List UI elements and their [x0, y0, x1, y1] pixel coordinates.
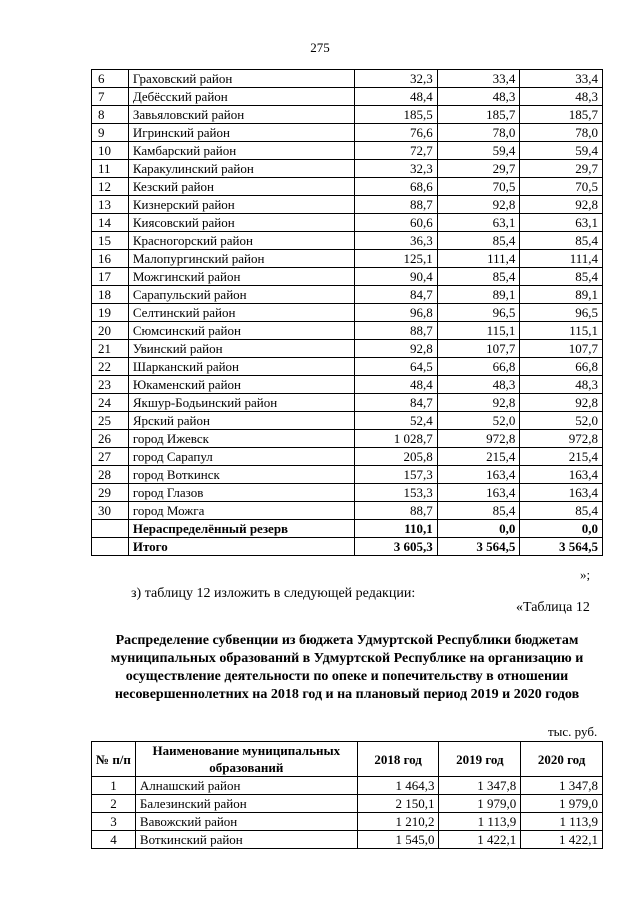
- value-2019: 92,8: [437, 394, 520, 412]
- municipality-name: Вавожский район: [135, 813, 357, 831]
- value-2018: 1 464,3: [357, 777, 439, 795]
- value-2018: 90,4: [355, 268, 438, 286]
- value-2019: 215,4: [437, 448, 520, 466]
- value-2019: 59,4: [437, 142, 520, 160]
- total-row: [92, 538, 603, 556]
- page-number: 275: [310, 40, 330, 55]
- row-number: 23: [92, 376, 129, 394]
- municipality-name: Итого: [128, 538, 354, 556]
- row-number: 9: [92, 124, 129, 142]
- value-2020: 3 564,5: [520, 538, 603, 556]
- value-2020: 66,8: [520, 358, 603, 376]
- municipality-name: Воткинский район: [135, 831, 357, 849]
- value-2018: 2 150,1: [357, 795, 439, 813]
- value-2019: 185,7: [437, 106, 520, 124]
- value-2018: 36,3: [355, 232, 438, 250]
- table-row: [92, 484, 603, 502]
- header-number: № п/п: [92, 742, 136, 777]
- table-row: [92, 412, 603, 430]
- row-number: [92, 520, 129, 538]
- value-2020: 63,1: [520, 214, 603, 232]
- table-row: [92, 214, 603, 232]
- row-number: 12: [92, 178, 129, 196]
- value-2018: 88,7: [355, 502, 438, 520]
- value-2020: 70,5: [520, 178, 603, 196]
- row-number: 11: [92, 160, 129, 178]
- value-2019: 163,4: [437, 466, 520, 484]
- row-number: [92, 538, 129, 556]
- municipality-name: Игринский район: [128, 124, 354, 142]
- row-number: 14: [92, 214, 129, 232]
- row-number: 16: [92, 250, 129, 268]
- value-2020: 85,4: [520, 268, 603, 286]
- value-2018: 88,7: [355, 196, 438, 214]
- row-number: 29: [92, 484, 129, 502]
- municipality-name: Нераспределённый резерв: [128, 520, 354, 538]
- value-2020: 1 422,1: [521, 831, 603, 849]
- value-2020: 48,3: [520, 376, 603, 394]
- municipality-name: Киясовский район: [128, 214, 354, 232]
- municipality-name: Каракулинский район: [128, 160, 354, 178]
- table-row: [92, 142, 603, 160]
- table-row: [92, 448, 603, 466]
- value-2019: 163,4: [437, 484, 520, 502]
- value-2019: 78,0: [437, 124, 520, 142]
- value-2019: 111,4: [437, 250, 520, 268]
- value-2020: 78,0: [520, 124, 603, 142]
- value-2019: 85,4: [437, 232, 520, 250]
- table-row: [92, 178, 603, 196]
- value-2020: 96,5: [520, 304, 603, 322]
- value-2018: 32,3: [355, 160, 438, 178]
- value-2020: 107,7: [520, 340, 603, 358]
- value-2019: 70,5: [437, 178, 520, 196]
- row-number: 20: [92, 322, 129, 340]
- table-label: «Таблица 12: [516, 600, 590, 615]
- value-2019: 52,0: [437, 412, 520, 430]
- value-2019: 1 422,1: [439, 831, 521, 849]
- municipality-name: город Сарапул: [128, 448, 354, 466]
- municipality-name: Красногорский район: [128, 232, 354, 250]
- value-2018: 185,5: [355, 106, 438, 124]
- value-2018: 32,3: [355, 70, 438, 88]
- value-2018: 153,3: [355, 484, 438, 502]
- municipality-name: Селтинский район: [128, 304, 354, 322]
- row-number: 17: [92, 268, 129, 286]
- municipality-name: Кизнерский район: [128, 196, 354, 214]
- municipality-name: город Ижевск: [128, 430, 354, 448]
- municipality-name: Кезский район: [128, 178, 354, 196]
- value-2019: 85,4: [437, 268, 520, 286]
- value-2020: 85,4: [520, 502, 603, 520]
- row-number: 18: [92, 286, 129, 304]
- table-row: [92, 106, 603, 124]
- value-2018: 52,4: [355, 412, 438, 430]
- value-2020: 111,4: [520, 250, 603, 268]
- value-2018: 3 605,3: [355, 538, 438, 556]
- value-2020: 29,7: [520, 160, 603, 178]
- value-2020: 89,1: [520, 286, 603, 304]
- row-number: 8: [92, 106, 129, 124]
- value-2020: 59,4: [520, 142, 603, 160]
- value-2018: 84,7: [355, 286, 438, 304]
- value-2018: 72,7: [355, 142, 438, 160]
- municipality-name: Увинский район: [128, 340, 354, 358]
- value-2020: 92,8: [520, 394, 603, 412]
- municipality-name: Граховский район: [128, 70, 354, 88]
- row-number: 22: [92, 358, 129, 376]
- value-2019: 92,8: [437, 196, 520, 214]
- municipality-name: Малопургинский район: [128, 250, 354, 268]
- value-2018: 96,8: [355, 304, 438, 322]
- row-number: 26: [92, 430, 129, 448]
- municipality-name: Шарканский район: [128, 358, 354, 376]
- municipality-name: Дебёсский район: [128, 88, 354, 106]
- value-2020: 1 347,8: [521, 777, 603, 795]
- table-row: [92, 340, 603, 358]
- value-2018: 1 210,2: [357, 813, 439, 831]
- row-number: 24: [92, 394, 129, 412]
- value-2019: 33,4: [437, 70, 520, 88]
- table-row: [92, 813, 603, 831]
- value-2019: 48,3: [437, 88, 520, 106]
- municipality-name: город Глазов: [128, 484, 354, 502]
- table-row: [92, 376, 603, 394]
- value-2018: 1 545,0: [357, 831, 439, 849]
- value-2018: 205,8: [355, 448, 438, 466]
- table-row: [92, 232, 603, 250]
- row-number: 3: [92, 813, 136, 831]
- value-2018: 60,6: [355, 214, 438, 232]
- table-12: [91, 741, 603, 849]
- row-number: 2: [92, 795, 136, 813]
- table-row: [92, 88, 603, 106]
- table-row: [92, 304, 603, 322]
- table-row: [92, 502, 603, 520]
- municipality-name: Сюмсинский район: [128, 322, 354, 340]
- table-row: [92, 124, 603, 142]
- value-2019: 48,3: [437, 376, 520, 394]
- municipality-name: Ярский район: [128, 412, 354, 430]
- table-row: [92, 286, 603, 304]
- value-2019: 96,5: [437, 304, 520, 322]
- value-2020: 185,7: [520, 106, 603, 124]
- value-2020: 1 113,9: [521, 813, 603, 831]
- reserve-row: [92, 520, 603, 538]
- value-2020: 115,1: [520, 322, 603, 340]
- row-number: 13: [92, 196, 129, 214]
- table-header-row: [92, 742, 603, 777]
- row-number: 7: [92, 88, 129, 106]
- table-row: [92, 831, 603, 849]
- table-row: [92, 430, 603, 448]
- value-2019: 3 564,5: [437, 538, 520, 556]
- municipality-name: Камбарский район: [128, 142, 354, 160]
- value-2018: 88,7: [355, 322, 438, 340]
- municipality-name: Якшур-Бодьинский район: [128, 394, 354, 412]
- value-2018: 68,6: [355, 178, 438, 196]
- row-number: 21: [92, 340, 129, 358]
- table-row: [92, 70, 603, 88]
- row-number: 4: [92, 831, 136, 849]
- allocation-table-continued: [91, 69, 603, 556]
- header-municipality: Наименование муниципальных образований: [135, 742, 357, 777]
- row-number: 1: [92, 777, 136, 795]
- value-2019: 66,8: [437, 358, 520, 376]
- value-2020: 215,4: [520, 448, 603, 466]
- value-2019: 63,1: [437, 214, 520, 232]
- value-2020: 972,8: [520, 430, 603, 448]
- municipality-name: город Воткинск: [128, 466, 354, 484]
- value-2019: 107,7: [437, 340, 520, 358]
- value-2020: 85,4: [520, 232, 603, 250]
- row-number: 30: [92, 502, 129, 520]
- closing-quote-mark: »;: [580, 567, 591, 582]
- table-row: [92, 795, 603, 813]
- value-2020: 163,4: [520, 484, 603, 502]
- row-number: 15: [92, 232, 129, 250]
- value-2018: 48,4: [355, 88, 438, 106]
- value-2018: 64,5: [355, 358, 438, 376]
- amendment-instruction: з) таблицу 12 изложить в следующей редакции:: [131, 586, 416, 601]
- value-2019: 115,1: [437, 322, 520, 340]
- row-number: 27: [92, 448, 129, 466]
- value-2020: 52,0: [520, 412, 603, 430]
- value-2020: 1 979,0: [521, 795, 603, 813]
- value-2019: 1 347,8: [439, 777, 521, 795]
- value-2020: 48,3: [520, 88, 603, 106]
- table-row: [92, 358, 603, 376]
- value-2019: 85,4: [437, 502, 520, 520]
- row-number: 6: [92, 70, 129, 88]
- value-2018: 84,7: [355, 394, 438, 412]
- value-2018: 76,6: [355, 124, 438, 142]
- municipality-name: Балезинский район: [135, 795, 357, 813]
- value-2019: 1 113,9: [439, 813, 521, 831]
- value-2020: 163,4: [520, 466, 603, 484]
- unit-label: тыс. руб.: [548, 724, 598, 739]
- table-row: [92, 394, 603, 412]
- row-number: 10: [92, 142, 129, 160]
- value-2020: 33,4: [520, 70, 603, 88]
- municipality-name: Сарапульский район: [128, 286, 354, 304]
- table-row: [92, 160, 603, 178]
- municipality-name: Завьяловский район: [128, 106, 354, 124]
- value-2018: 1 028,7: [355, 430, 438, 448]
- municipality-name: город Можга: [128, 502, 354, 520]
- header-2019: 2019 год: [439, 742, 521, 777]
- value-2018: 110,1: [355, 520, 438, 538]
- table-row: [92, 250, 603, 268]
- row-number: 25: [92, 412, 129, 430]
- header-2020: 2020 год: [521, 742, 603, 777]
- value-2018: 125,1: [355, 250, 438, 268]
- value-2019: 972,8: [437, 430, 520, 448]
- value-2019: 89,1: [437, 286, 520, 304]
- table-row: [92, 196, 603, 214]
- value-2019: 29,7: [437, 160, 520, 178]
- row-number: 28: [92, 466, 129, 484]
- municipality-name: Можгинский район: [128, 268, 354, 286]
- row-number: 19: [92, 304, 129, 322]
- table-row: [92, 466, 603, 484]
- value-2018: 157,3: [355, 466, 438, 484]
- value-2020: 0,0: [520, 520, 603, 538]
- value-2019: 1 979,0: [439, 795, 521, 813]
- value-2019: 0,0: [437, 520, 520, 538]
- table-row: [92, 268, 603, 286]
- table-title: Распределение субвенции из бюджета Удмуртской Республики бюджетам муниципальных образований в Удмуртской Республике на организацию и осуществление деятельности по опеке и попечительству в отношении несовершеннолетних на 2018 год и на плановый период 2019 и 2020 годов: [110, 633, 584, 702]
- table-row: [92, 777, 603, 795]
- value-2020: 92,8: [520, 196, 603, 214]
- table-row: [92, 322, 603, 340]
- value-2018: 92,8: [355, 340, 438, 358]
- value-2018: 48,4: [355, 376, 438, 394]
- municipality-name: Алнашский район: [135, 777, 357, 795]
- header-2018: 2018 год: [357, 742, 439, 777]
- municipality-name: Юкаменский район: [128, 376, 354, 394]
